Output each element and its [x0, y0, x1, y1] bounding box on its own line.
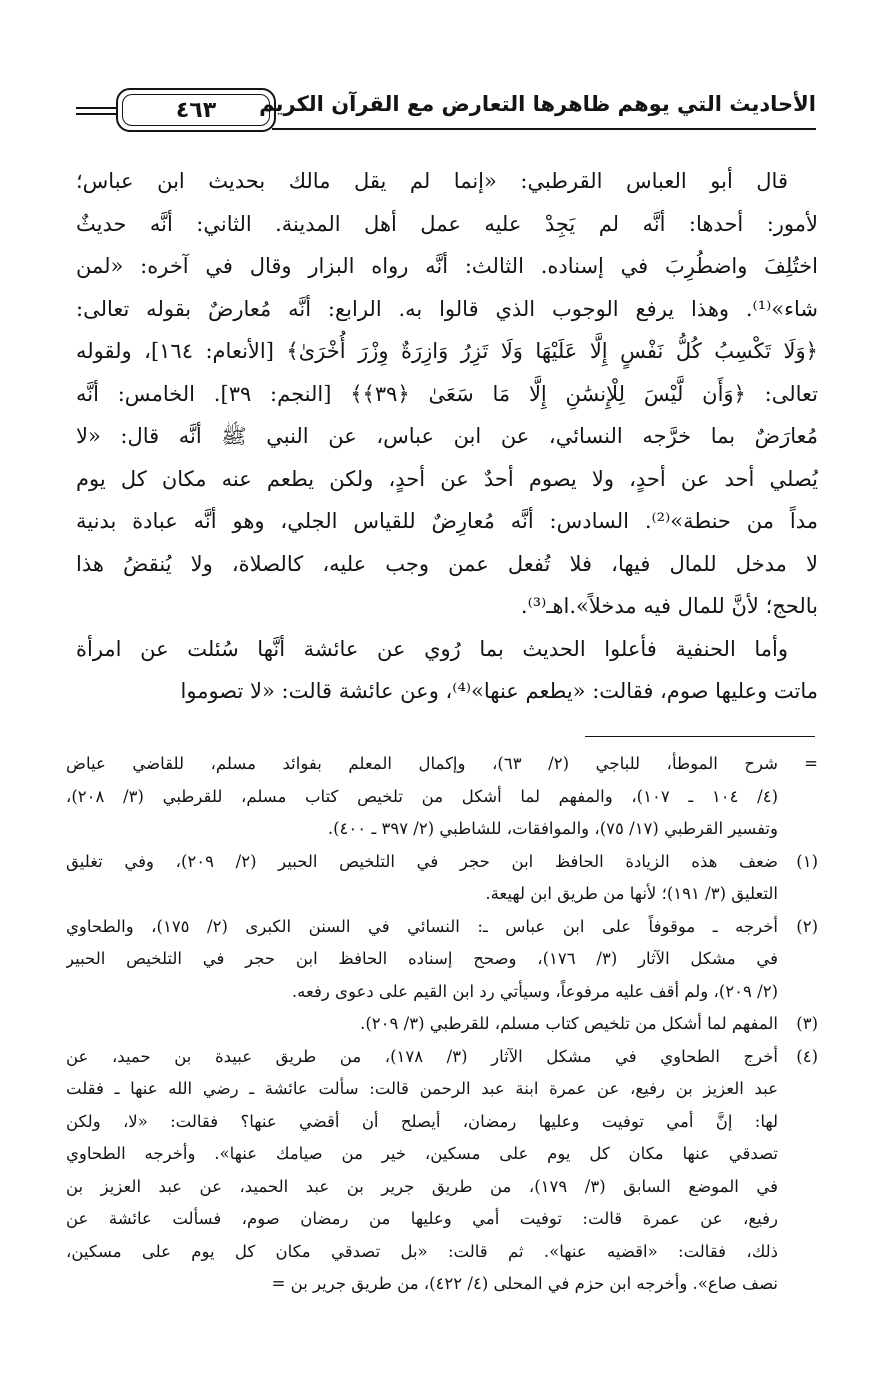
footnote-line: شرح الموطأ، للباجي (٢/ ٦٣)، وإكمال المعلم بفوائد مسلم، للقاضي عياض	[66, 754, 778, 773]
footnote-line: (٤/ ١٠٤ ـ ١٠٧)، والمفهم لما أشكل من تلخيص كتاب مسلم، للقرطبي (٣/ ٢٠٨)،	[66, 786, 778, 806]
footnote-line: التعليق (٣/ ١٩١)؛ لأنها من طريق ابن لهيعة.	[485, 884, 778, 903]
body-line: بالحج؛ لأنَّ للمال فيه مدخلاً».اهـ⁽³⁾.	[520, 594, 818, 618]
footnote-line: تصدقي عنها مكان كل يوم على مسكين، خير من صيامك عنها». وأخرجه الطحاوي	[66, 1144, 778, 1163]
body-paragraph	[76, 628, 818, 713]
body-line: قال أبو العباس القرطبي: «إنما لم يقل مالك بحديث ابن عباس؛	[76, 169, 788, 193]
footnote-line: في الموضع السابق (٣/ ١٧٩)، من طريق جرير بن عبد الحميد، عن عبد العزيز بن	[66, 1176, 778, 1196]
footnote-line: ذلك، فقالت: «اقضيه عنها». ثم قالت: «بل تصدقي مكان كل يوم على مسكين،	[66, 1241, 778, 1261]
footnote-line: ضعف هذه الزيادة الحافظ ابن حجر في التلخيص الحبير (٢/ ٢٠٩)، وفي تغليق	[66, 851, 778, 871]
footnote-separator	[585, 736, 815, 737]
body-line: يُصلي أحد عن أحدٍ، ولا يصوم أحدٌ عن أحدٍ، ولكن يطعم عنه مكان كل يوم	[76, 466, 818, 491]
footnote	[66, 1041, 818, 1301]
footnote-line: أخرجه ـ موقوفاً على ابن عباس ـ: النسائي في السنن الكبرى (٢/ ١٧٥)، والطحاوي	[66, 916, 778, 936]
body-line: لأمور: أحدها: أنَّه لم يَجِدْ عليه عمل أهل المدينة. الثاني: أنَّه حديثٌ	[76, 211, 818, 236]
footnote-marker: =	[804, 754, 818, 773]
footnote-line: المفهم لما أشكل من تلخيص كتاب مسلم، للقرطبي (٣/ ٢٠٩).	[360, 1014, 778, 1033]
footnote	[66, 911, 818, 1009]
footnote-marker: (٣)	[796, 1014, 818, 1033]
body-line: ﴿وَلَا تَكْسِبُ كُلُّ نَفْسٍ إِلَّا عَلَيْهَا وَلَا تَزِرُ وَازِرَةٌ وِزْرَ أُخْرَىٰ﴾ [الأنعام: ١٦٤]، ولقوله	[76, 339, 818, 363]
footnote-line: أخرج الطحاوي في مشكل الآثار (٣/ ١٧٨)، من طريق عبيدة بن حميد، عن	[66, 1046, 778, 1066]
body-line: لا مدخل للمال فيها، فلا تُفعل عمن وجب عليه، كالصلاة، ولا يُنقضُ هذا	[76, 551, 818, 576]
footnote-marker: (٢)	[796, 916, 818, 936]
body-line: ماتت وعليها صوم، فقالت: «يطعم عنها»⁽⁴⁾، وعن عائشة قالت: «لا تصوموا	[180, 679, 818, 703]
footnote-line: وتفسير القرطبي (١٧/ ٧٥)، والموافقات، للشاطبي (٢/ ٣٩٧ ـ ٤٠٠).	[327, 819, 778, 838]
footnote	[66, 1008, 818, 1041]
footnote-line: في مشكل الآثار (٣/ ١٧٦)، وصحح إسناده الحافظ ابن حجر في التلخيص الحبير	[66, 949, 778, 968]
running-header	[76, 88, 816, 132]
footnote-marker: (١)	[796, 851, 818, 871]
header-rule	[272, 128, 816, 130]
footnote-line: عبد العزيز بن رفيع، عن عمرة ابنة عبد الرحمن قالت: سألت عائشة ـ رضي الله عنها ـ فقلت	[66, 1079, 778, 1098]
footnote-line: نصف صاع». وأخرجه ابن حزم في المحلى (٤/ ٤٢٢)، من طريق جرير بن =	[271, 1274, 778, 1293]
footnote-marker: (٤)	[796, 1046, 818, 1066]
footnote-line: لها: إنَّ أمي توفيت وعليها رمضان، أيصلح أن أقضي عنها؟ فقالت: «لا، ولكن	[66, 1111, 778, 1131]
footnotes	[66, 748, 818, 1301]
body-line: تعالى: ﴿وَأَن لَّيْسَ لِلْإِنسَٰنِ إِلَّا مَا سَعَىٰ ﴿٣٩﴾﴾ [النجم: ٣٩]. الخامس: أنَّه	[76, 381, 818, 406]
body-line: مُعارَضٌ بما خرَّجه النسائي، عن ابن عباس، عن النبي ﷺ أنَّه قال: «لا	[76, 424, 818, 448]
footnote-line: (٢/ ٢٠٩)، ولم أقف عليه مرفوعاً، وسيأتي رد ابن القيم على دعوى رفعه.	[291, 981, 778, 1001]
header-rule-left-top	[76, 107, 116, 109]
body-paragraph	[76, 160, 818, 628]
footnote	[66, 846, 818, 911]
body-line: وأما الحنفية فأعلوا الحديث بما رُوي عن عائشة أنَّها سُئلت عن امرأة	[76, 636, 788, 661]
page-number-frame	[116, 88, 276, 132]
header-rule-left-bottom	[76, 113, 116, 115]
running-title: الأحاديث التي يوهم ظاهرها التعارض مع القرآن الكريم	[259, 92, 816, 116]
footnote-line: رفيع، عن عمرة قالت: توفيت أمي وعليها من رمضان صوم، فسألت عائشة عن	[66, 1209, 778, 1228]
body-line: اختُلِفَ واضطُرِبَ في إسناده. الثالث: أنَّه رواه البزار وقال في آخره: «لمن	[76, 254, 818, 278]
main-text	[76, 160, 818, 713]
body-line: مداً من حنطة»⁽²⁾. السادس: أنَّه مُعارِضٌ للقياس الجلي، وهو أنَّه عبادة بدنية	[76, 509, 818, 533]
footnote	[66, 748, 818, 846]
body-line: شاء»⁽¹⁾. وهذا يرفع الوجوب الذي قالوا به. الرابع: أنَّه مُعارضٌ بقوله تعالى:	[76, 296, 818, 321]
page-number: ٤٦٣	[175, 97, 217, 123]
